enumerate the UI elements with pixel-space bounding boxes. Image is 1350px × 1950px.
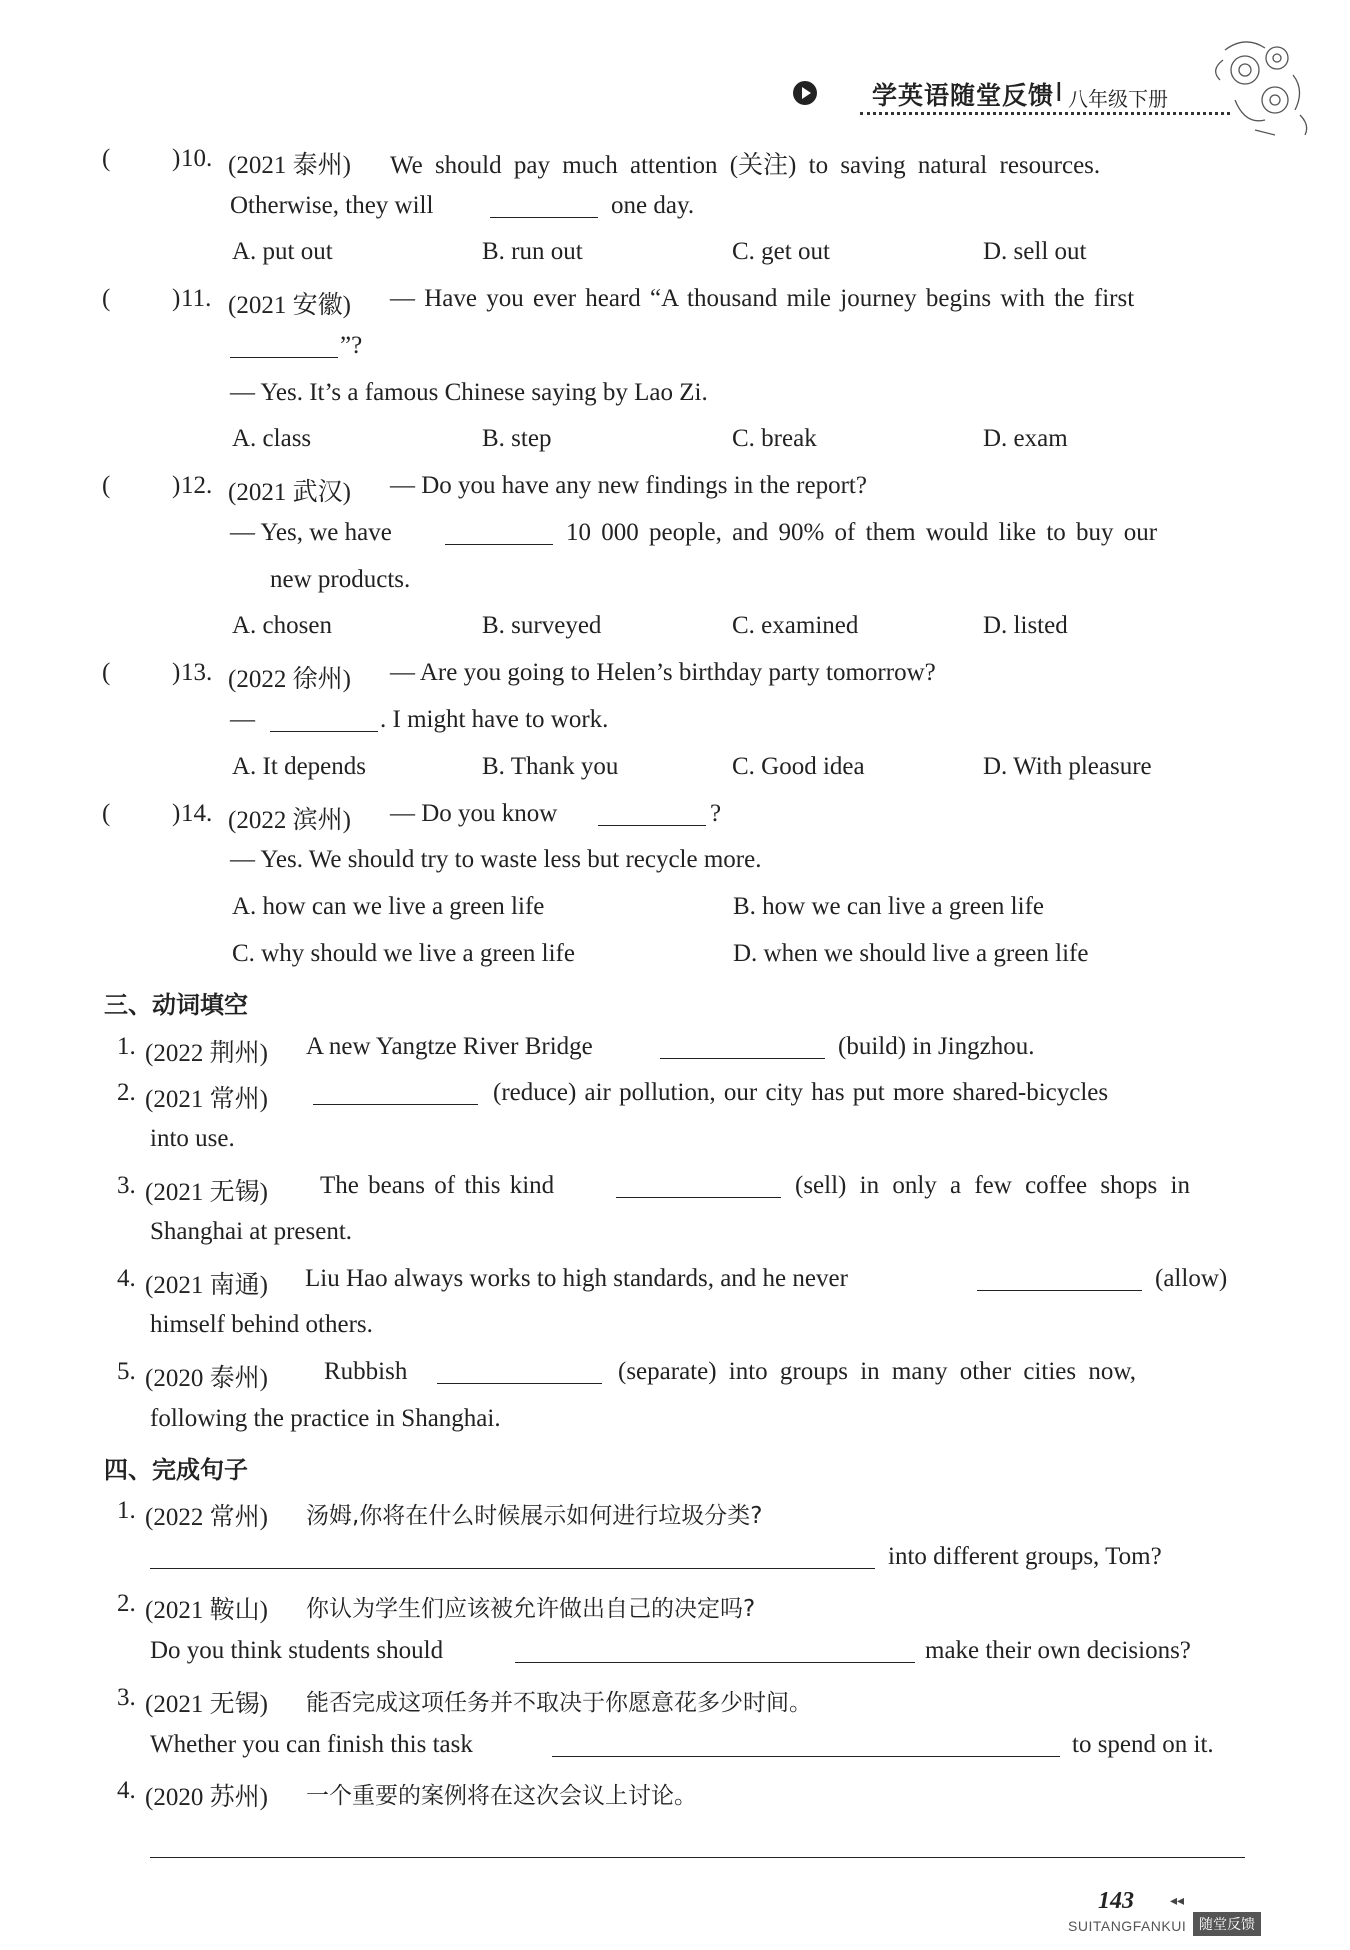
option-a: A. class [232, 425, 312, 452]
answer-blank [437, 1361, 602, 1384]
option-d: D. exam [983, 425, 1068, 452]
answer-blank [270, 709, 378, 732]
double-arrow-icon: ◂◂ [1170, 1894, 1185, 1909]
question-source: (2021 武汉) [228, 479, 351, 506]
question-text: — [230, 706, 255, 733]
item-text: A new Yangtze River Bridge [306, 1033, 593, 1060]
option-b: B. surveyed [482, 612, 602, 639]
item-chinese: 你认为学生们应该被允许做出自己的决定吗? [306, 1596, 756, 1622]
item-text: (allow) [1155, 1265, 1228, 1292]
item-number: 1. [117, 1497, 136, 1524]
answer-blank [313, 1082, 478, 1105]
question-number: 14. [181, 800, 213, 827]
item-text: Do you think students should [150, 1637, 444, 1664]
item-chinese: 汤姆,你将在什么时候展示如何进行垃圾分类? [306, 1503, 763, 1529]
item-number: 1. [117, 1033, 136, 1060]
item-text: himself behind others. [150, 1311, 373, 1338]
item-number: 5. [117, 1358, 136, 1385]
item-text: into different groups, Tom? [888, 1543, 1162, 1570]
play-icon [793, 81, 817, 105]
answer-paren-close: ) [172, 472, 181, 499]
item-text: The beans of this kind [320, 1172, 555, 1199]
answer-blank [616, 1175, 781, 1198]
item-text: Rubbish [324, 1358, 408, 1385]
item-source: (2021 无锡) [145, 1691, 268, 1718]
item-source: (2022 常州) [145, 1504, 268, 1531]
option-d: D. when we should live a green life [733, 940, 1089, 967]
footer-brand-en: SUITANGFANKUI [1068, 1918, 1187, 1934]
item-text: Shanghai at present. [150, 1218, 353, 1245]
answer-paren-open: ( [102, 145, 111, 172]
answer-blank [515, 1640, 915, 1663]
question-text: one day. [611, 192, 695, 219]
item-text: make their own decisions? [925, 1637, 1191, 1664]
item-text: to spend on it. [1072, 1731, 1214, 1758]
item-text: (build) in Jingzhou. [838, 1033, 1035, 1060]
option-a: A. put out [232, 238, 333, 265]
item-text: following the practice in Shanghai. [150, 1405, 501, 1432]
question-source: (2021 泰州) [228, 152, 351, 179]
item-number: 3. [117, 1684, 136, 1711]
question-text: ”? [340, 332, 363, 359]
option-b: B. run out [482, 238, 583, 265]
option-c: C. get out [732, 238, 830, 265]
answer-blank [552, 1734, 1060, 1757]
item-text: (sell) in only a few coffee shops in [795, 1172, 1190, 1199]
item-text: (reduce) air pollution, our city has put more shared-bicycles [493, 1079, 1109, 1106]
item-text: Whether you can finish this task [150, 1731, 473, 1758]
item-source: (2020 泰州) [145, 1365, 268, 1392]
question-text: — Do you know [390, 800, 558, 827]
item-text: (separate) into groups in many other cities now, [618, 1358, 1137, 1385]
item-source: (2021 鞍山) [145, 1597, 268, 1624]
answer-paren-open: ( [102, 285, 111, 312]
option-a: A. how can we live a green life [232, 893, 545, 920]
question-text: ? [710, 800, 722, 827]
option-d: D. With pleasure [983, 753, 1152, 780]
item-source: (2021 常州) [145, 1086, 268, 1113]
option-c: C. Good idea [732, 753, 865, 780]
answer-paren-close: ) [172, 285, 181, 312]
answer-blank [490, 195, 598, 218]
item-number: 2. [117, 1079, 136, 1106]
question-text: Otherwise, they will [230, 192, 434, 219]
question-text: new products. [270, 566, 411, 593]
option-b: B. how we can live a green life [733, 893, 1044, 920]
question-source: (2022 滨州) [228, 807, 351, 834]
option-c: C. examined [732, 612, 859, 639]
question-text: — Yes. We should try to waste less but recycle more. [230, 846, 762, 873]
page-number: 143 [1098, 1888, 1134, 1914]
answer-paren-close: ) [172, 800, 181, 827]
answer-blank [445, 522, 553, 545]
header-title: 学英语随堂反馈 [872, 81, 1055, 110]
item-number: 4. [117, 1265, 136, 1292]
item-source: (2020 苏州) [145, 1784, 268, 1811]
question-text: — Yes. It’s a famous Chinese saying by Lao Zi. [230, 379, 708, 406]
question-number: 11. [181, 285, 212, 312]
footer-brand-badge: 随堂反馈 [1193, 1912, 1261, 1936]
item-text: into use. [150, 1125, 235, 1152]
answer-paren-close: ) [172, 145, 181, 172]
item-source: (2021 无锡) [145, 1179, 268, 1206]
answer-paren-open: ( [102, 659, 111, 686]
answer-blank [230, 335, 338, 358]
answer-blank [598, 803, 706, 826]
item-text: Liu Hao always works to high standards, and he never [305, 1265, 848, 1292]
item-source: (2022 荆州) [145, 1040, 268, 1067]
option-a: A. It depends [232, 753, 366, 780]
header-grade: 八年级下册 [1068, 87, 1168, 111]
item-chinese: 能否完成这项任务并不取决于你愿意花多少时间。 [306, 1690, 812, 1716]
header-divider [860, 112, 1230, 115]
question-number: 10. [181, 145, 213, 172]
flower-decoration-icon [1205, 30, 1315, 140]
question-text: . I might have to work. [380, 706, 609, 733]
item-chinese: 一个重要的案例将在这次会议上讨论。 [306, 1783, 697, 1809]
question-number: 13. [181, 659, 213, 686]
question-number: 12. [181, 472, 213, 499]
answer-paren-open: ( [102, 800, 111, 827]
option-d: D. listed [983, 612, 1068, 639]
header-separator: I [1055, 78, 1063, 108]
item-number: 2. [117, 1590, 136, 1617]
answer-blank [660, 1036, 825, 1059]
item-number: 3. [117, 1172, 136, 1199]
option-d: D. sell out [983, 238, 1087, 265]
option-c: C. break [732, 425, 817, 452]
question-text: — Are you going to Helen’s birthday party tomorrow? [390, 659, 936, 686]
question-text: — Yes, we have [230, 519, 392, 546]
question-text: 10 000 people, and 90% of them would like to buy our [566, 519, 1158, 546]
item-source: (2021 南通) [145, 1272, 268, 1299]
option-a: A. chosen [232, 612, 332, 639]
section-title-verb-fill: 三、动词填空 [104, 991, 248, 1019]
question-text: We should pay much attention (关注) to saving natural resources. [390, 152, 1101, 179]
option-b: B. step [482, 425, 552, 452]
question-text: — Have you ever heard “A thousand mile journey begins with the first [390, 285, 1135, 312]
option-b: B. Thank you [482, 753, 619, 780]
answer-paren-close: ) [172, 659, 181, 686]
question-source: (2021 安徽) [228, 292, 351, 319]
answer-paren-open: ( [102, 472, 111, 499]
question-source: (2022 徐州) [228, 666, 351, 693]
question-text: — Do you have any new findings in the report? [390, 472, 867, 499]
section-title-complete-sentences: 四、完成句子 [104, 1456, 248, 1484]
option-c: C. why should we live a green life [232, 940, 575, 967]
item-number: 4. [117, 1777, 136, 1804]
answer-blank [977, 1268, 1142, 1291]
answer-blank [150, 1546, 875, 1569]
answer-blank [150, 1835, 1245, 1858]
